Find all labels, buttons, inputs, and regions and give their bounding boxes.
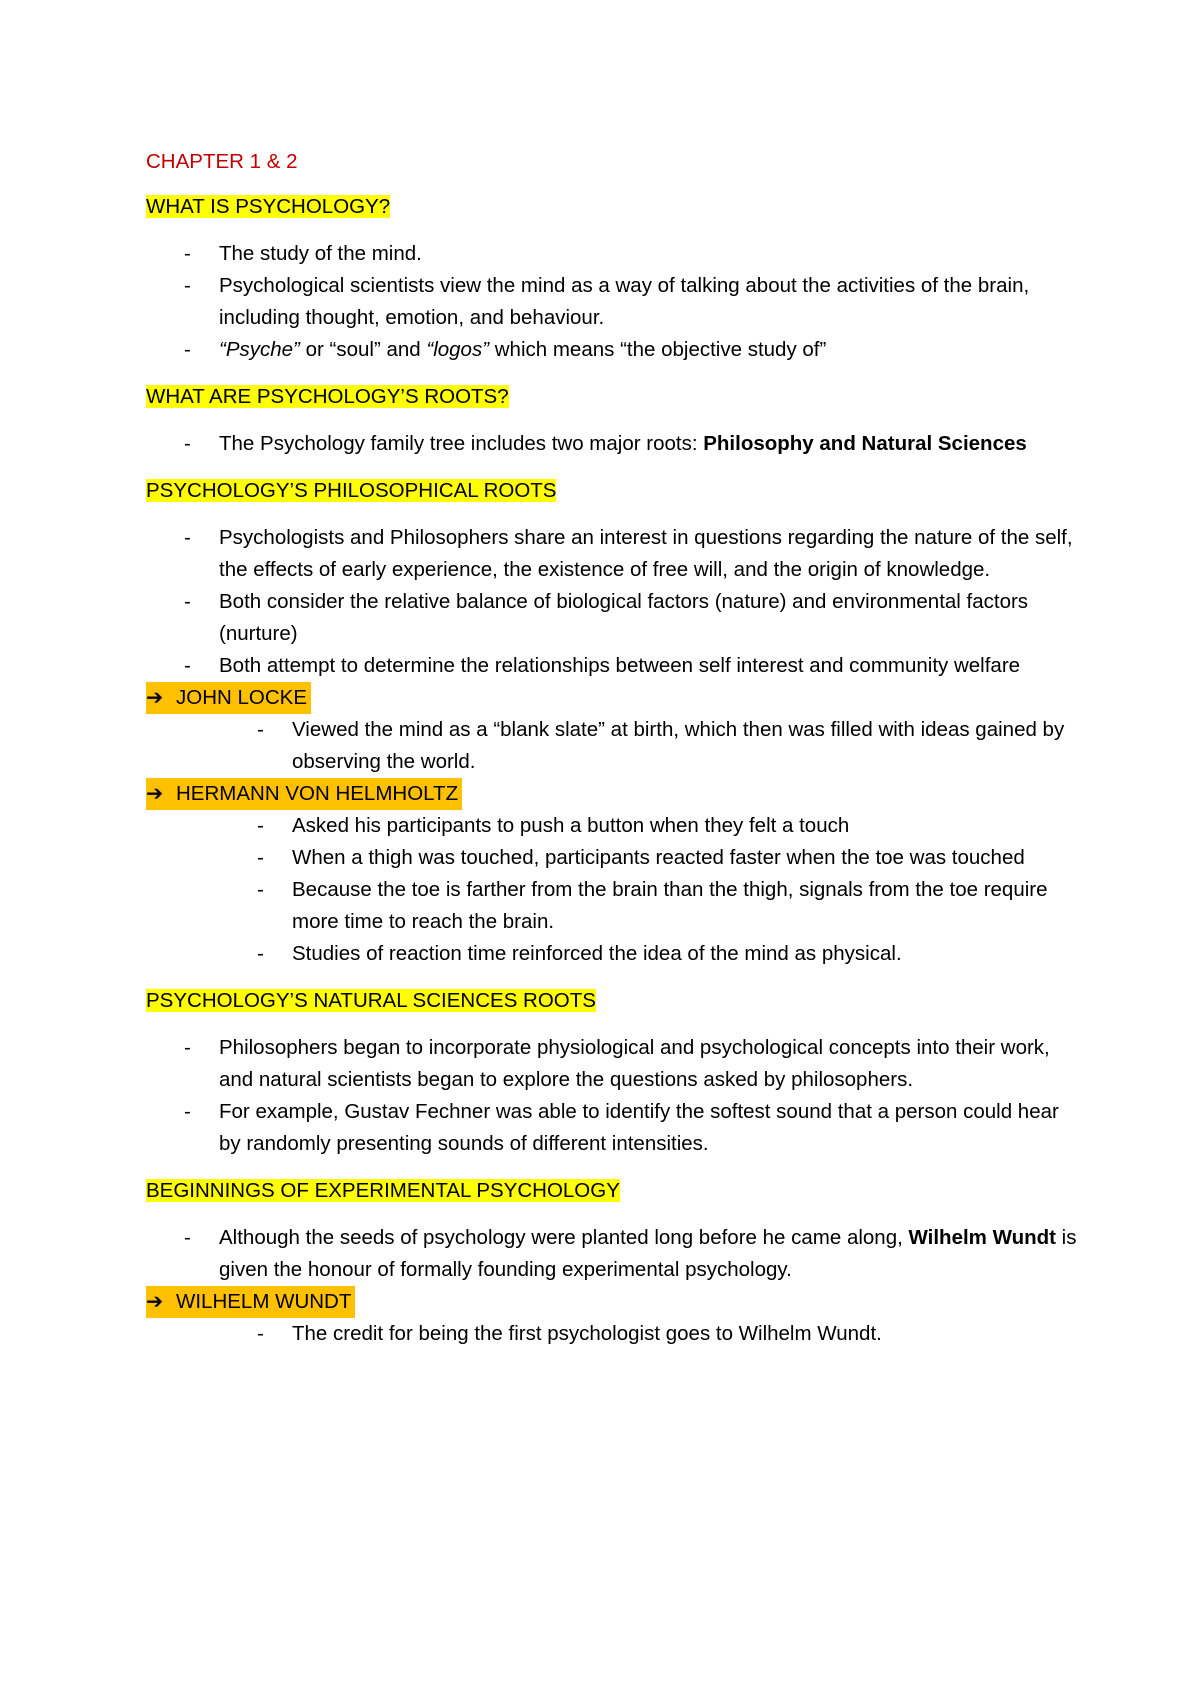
heading-text: PSYCHOLOGY’S PHILOSOPHICAL ROOTS <box>146 479 557 502</box>
list-item <box>219 1222 1086 1286</box>
text-run: which means “the objective study of” <box>489 338 827 361</box>
bold-term: Philosophy and Natural Sciences <box>703 432 1027 455</box>
arrow-icon: ➔ <box>146 686 164 709</box>
person-block-locke <box>146 682 1086 778</box>
person-container <box>146 1286 1086 1318</box>
heading-text: WHAT ARE PSYCHOLOGY’S ROOTS? <box>146 385 509 408</box>
sub-bullet-list <box>219 810 1086 970</box>
heading-text: WHAT IS PSYCHOLOGY? <box>146 195 391 218</box>
chapter-title: CHAPTER 1 & 2 <box>146 150 298 173</box>
list-item: - Studies of reaction time reinforced the idea of the mind as physical. <box>292 938 1086 970</box>
list-item: - Viewed the mind as a “blank slate” at birth, which then was filled with ideas gained by observing the world. <box>292 714 1086 778</box>
person-label-wundt <box>146 1286 355 1318</box>
list-item: - Both attempt to determine the relationships between self interest and community welfare <box>219 650 1086 682</box>
list-item: - Asked his participants to push a button when they felt a touch <box>292 810 1086 842</box>
list-item: - Philosophers began to incorporate physiological and psychological concepts into their work, and natural scientists began to explore the questions asked by philosophers. <box>219 1032 1086 1096</box>
person-container <box>146 682 1086 714</box>
sub-bullet-list <box>219 1318 1086 1350</box>
person-name: JOHN LOCKE <box>176 686 307 709</box>
person-name: HERMANN VON HELMHOLTZ <box>176 782 459 805</box>
list-item: - Both consider the relative balance of biological factors (nature) and environmental factors (nurture) <box>219 586 1086 650</box>
text-run: or “soul” and <box>299 338 427 361</box>
italic-term: “logos” <box>426 338 490 361</box>
bullet-list <box>146 428 1086 460</box>
bullet-list <box>146 238 1086 366</box>
list-item: - Psychologists and Philosophers share an interest in questions regarding the nature of the self, the effects of early experience, the existence of free will, and the origin of knowledge. <box>219 522 1086 586</box>
text-run: is given the honour of formally founding experimental psychology. <box>219 1226 1077 1281</box>
person-block-wundt <box>146 1286 1086 1350</box>
section-heading-natural <box>146 985 1086 1017</box>
list-item: - When a thigh was touched, participants reacted faster when the toe was touched <box>292 842 1086 874</box>
list-item: - The credit for being the first psychologist goes to Wilhelm Wundt. <box>292 1318 1086 1350</box>
bullet-list <box>146 1032 1086 1160</box>
list-item: - The study of the mind. <box>219 238 1086 270</box>
heading-text: BEGINNINGS OF EXPERIMENTAL PSYCHOLOGY <box>146 1179 620 1202</box>
section-heading-what-is <box>146 191 1086 223</box>
person-block-helmholtz <box>146 778 1086 970</box>
section-heading-experimental <box>146 1175 1086 1207</box>
bullet-list <box>146 522 1086 970</box>
document-content <box>146 146 1086 1365</box>
list-item: - Because the toe is farther from the brain than the thigh, signals from the toe require more time to reach the brain. <box>292 874 1086 938</box>
person-label-helmholtz <box>146 778 462 810</box>
heading-text: PSYCHOLOGY’S NATURAL SCIENCES ROOTS <box>146 989 596 1012</box>
bold-term: Wilhelm Wundt <box>908 1226 1056 1249</box>
section-heading-philosophical <box>146 475 1086 507</box>
arrow-icon: ➔ <box>146 782 164 805</box>
text-run: Although the seeds of psychology were planted long before he came along, <box>219 1226 909 1249</box>
section-heading-roots <box>146 381 1086 413</box>
bullet-list <box>146 1222 1086 1350</box>
sub-bullet-list <box>219 714 1086 778</box>
person-name: WILHELM WUNDT <box>176 1290 352 1313</box>
arrow-icon: ➔ <box>146 1290 164 1313</box>
list-item: - Psychological scientists view the mind as a way of talking about the activities of the brain, including thought, emotion, and behaviour. <box>219 270 1086 334</box>
italic-term: “Psyche” <box>219 338 300 361</box>
list-item <box>219 428 1086 460</box>
list-item: - For example, Gustav Fechner was able to identify the softest sound that a person could hear by randomly presenting sounds of different intensities. <box>219 1096 1086 1160</box>
person-label-locke <box>146 682 311 714</box>
text-run: The Psychology family tree includes two major roots: <box>219 432 704 455</box>
person-container <box>146 778 1086 810</box>
list-item <box>219 334 1086 366</box>
